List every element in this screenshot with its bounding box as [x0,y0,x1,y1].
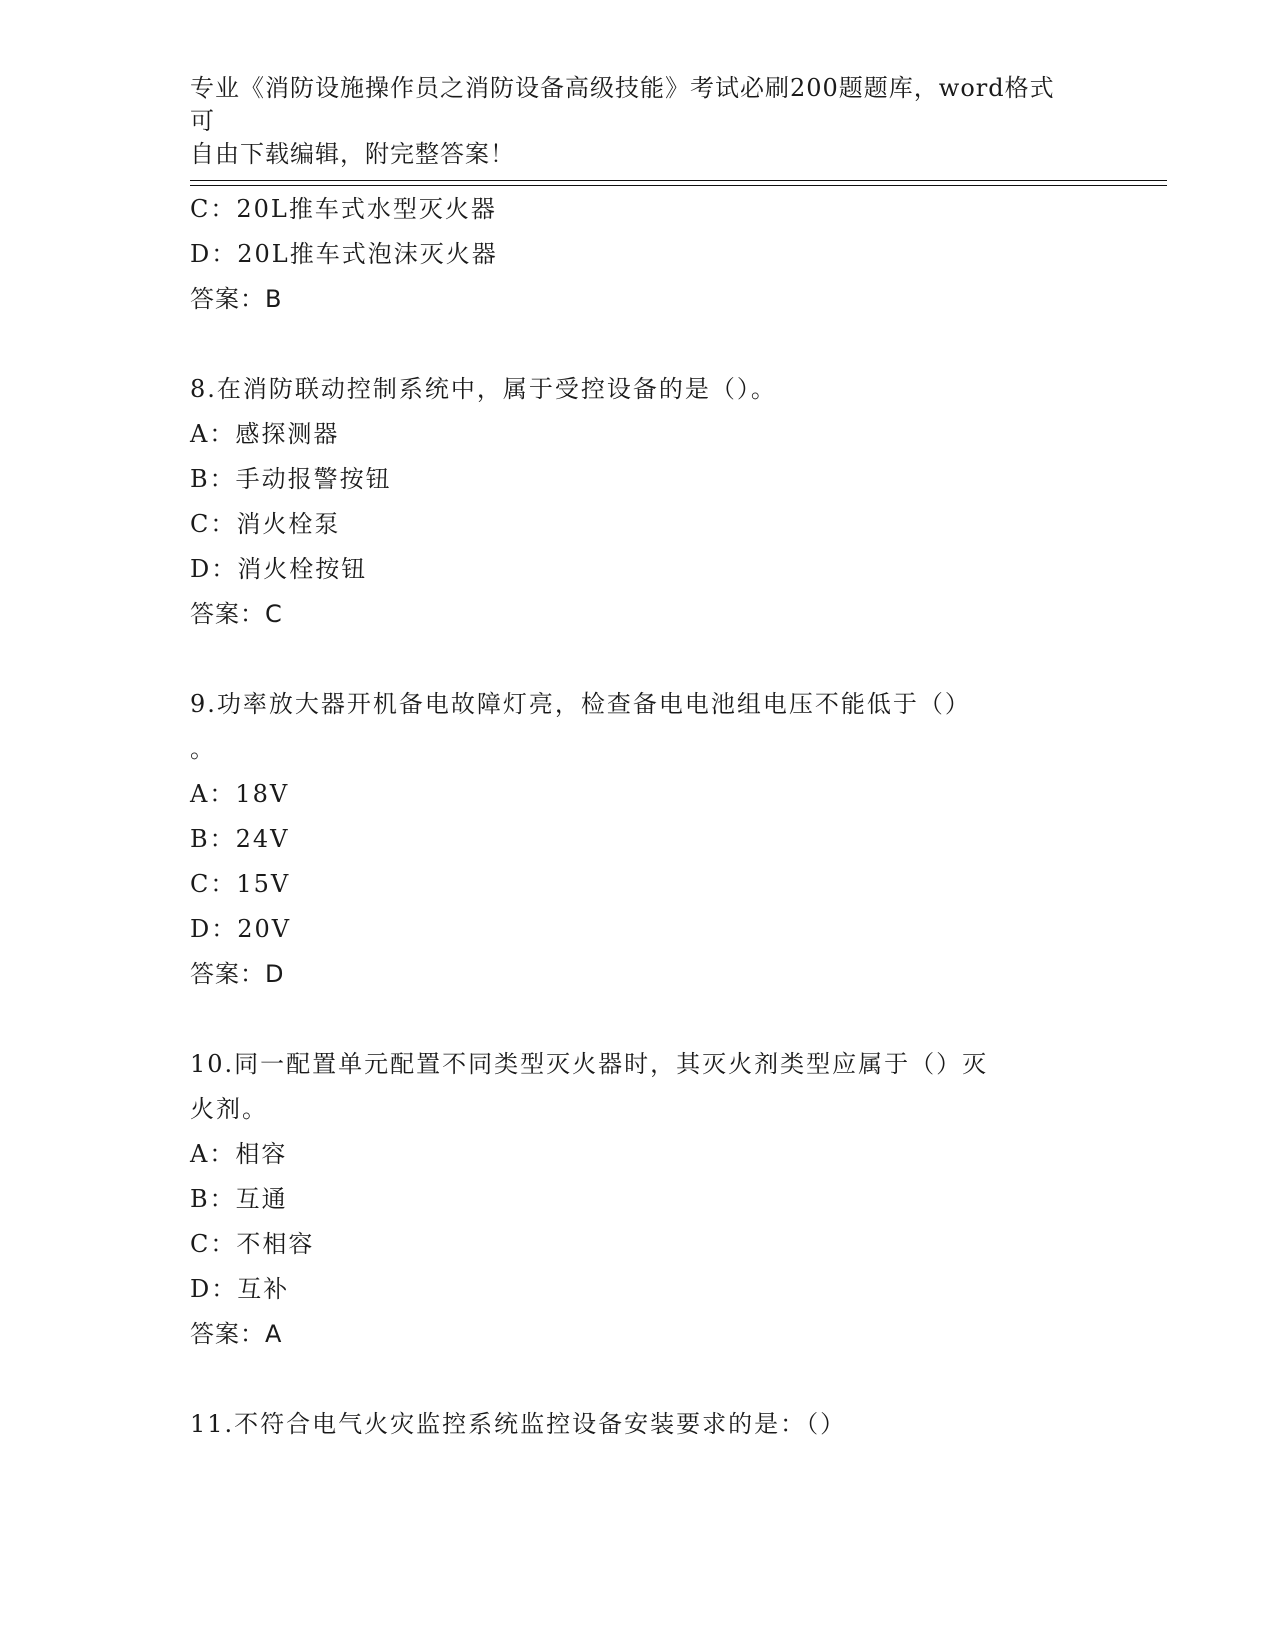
q10-option-b: B：互通 [190,1185,288,1213]
q9-option-c: C：15V [190,870,291,898]
q9-answer: 答案：D [190,960,285,988]
header-divider-bottom [190,185,1167,186]
q7-answer: 答案：B [190,285,283,313]
header-line-1: 专业《消防设施操作员之消防设备高级技能》考试必刷200题题库，word格式可 [190,74,1055,135]
q9-stem-line-1: 9.功率放大器开机备电故障灯亮，检查备电电池组电压不能低于（） [190,690,971,718]
q8-answer: 答案：C [190,600,283,628]
q9-option-a: A：18V [190,780,290,808]
header-line-2: 自由下载编辑，附完整答案！ [190,140,515,168]
q10-stem-line-1: 10.同一配置单元配置不同类型灭火器时，其灭火剂类型应属于（）灭 [190,1050,989,1078]
q11-stem: 11.不符合电气火灾监控系统监控设备安装要求的是：（） [190,1410,847,1438]
q10-stem-line-2: 火剂。 [190,1095,268,1123]
q10-option-d: D：互补 [190,1275,290,1303]
q10-answer: 答案：A [190,1320,283,1348]
q8-stem: 8.在消防联动控制系统中，属于受控设备的是（）。 [190,375,777,403]
q8-option-a: A：感探测器 [190,420,340,448]
header-divider-top [190,180,1167,181]
q10-option-a: A：相容 [190,1140,288,1168]
q7-option-d: D：20L推车式泡沫灭火器 [190,240,498,268]
q7-option-c: C：20L推车式水型灭火器 [190,195,497,223]
q8-option-b: B：手动报警按钮 [190,465,392,493]
q9-stem-line-2: 。 [190,735,216,763]
q8-option-d: D：消火栓按钮 [190,555,368,583]
q10-option-c: C：不相容 [190,1230,315,1258]
q9-option-b: B：24V [190,825,290,853]
document-header [190,72,1070,171]
q9-option-d: D：20V [190,915,292,943]
q8-option-c: C：消火栓泵 [190,510,341,538]
